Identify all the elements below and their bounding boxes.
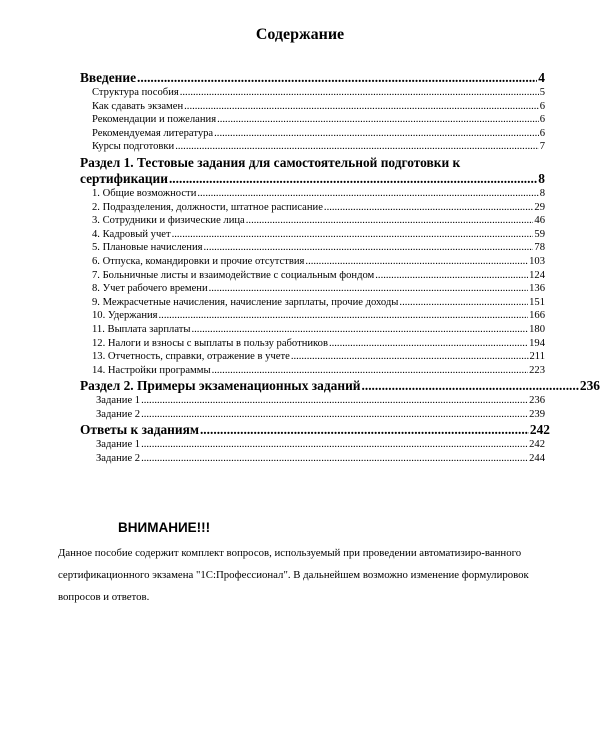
toc-leader-dots [305,256,528,267]
toc-entry [80,409,545,423]
toc-entry [80,242,545,256]
toc-entry-title: 7. Больничные листы и взаимодействие с социальным фондом [92,269,375,281]
toc-entry [80,256,545,270]
toc-entry-title: 5. Плановые начисления [92,242,203,254]
toc-entry-title: Задание 1 [96,395,141,407]
toc-entry-page: 236 [579,378,600,394]
toc-leader-dots [192,324,529,335]
toc-entry-title: 3. Сотрудники и физические лица [92,215,245,227]
toc-entry [80,338,545,352]
toc-leader-dots [200,422,529,438]
toc-entry-title: Введение [80,70,137,85]
toc-leader-dots [197,188,538,199]
toc-entry [80,270,545,284]
toc-entry-page: 124 [529,269,545,281]
toc-entry [80,351,545,365]
toc-entry [80,114,545,128]
toc-entry-page: 242 [529,422,550,438]
toc-entry-page: 6 [539,114,545,126]
toc-entry [80,202,545,216]
toc-leader-dots [375,270,528,281]
toc-entry-title: 11. Выплата зарплаты [92,323,191,335]
toc-entry [80,128,545,142]
toc-entry-page: 46 [534,215,545,227]
toc-leader-dots [175,141,538,152]
toc-entry-title: 6. Отпуска, командировки и прочие отсутствия [92,255,305,267]
toc-leader-dots [137,70,537,86]
table-of-contents [80,70,600,467]
toc-heading-line: Раздел 1. Тестовые задания для самостоятельной подготовки к [80,154,461,170]
toc-entry-page: 59 [534,228,545,240]
toc-entry-page: 194 [529,337,545,349]
toc-entry [80,215,545,229]
toc-leader-dots [217,114,539,125]
toc-entry-page: 7 [539,141,545,153]
toc-entry-page: 180 [529,323,545,335]
toc-entry-title: Структура пособия [92,87,179,98]
toc-entry [80,70,545,87]
toc-entry-title: Рекомендуемая литература [92,127,214,139]
toc-entry-page: 4 [538,70,545,85]
toc-entry [80,188,545,202]
toc-entry [80,141,545,155]
toc-leader-dots [141,453,528,464]
toc-leader-dots [362,378,579,394]
toc-leader-dots [209,283,528,294]
notice-paragraph: Данное пособие содержит комплект вопросов, используемый при проведении автоматизиро-ванного сертификационного экзамена "1С:Профессионал". В дальнейшем возможно изменение формулировок вопросов и ответов. [58,547,529,603]
toc-entry-title: Задание 2 [96,408,141,420]
toc-leader-dots [291,351,529,362]
toc-entry [80,87,545,101]
toc-entry-title: 1. Общие возможности [92,187,197,199]
toc-entry [80,378,600,395]
toc-entry [80,310,545,324]
toc-entry-title: Как сдавать экзамен [92,100,184,112]
toc-entry-title: Раздел 2. Примеры экзаменационных заданий [80,378,361,394]
toc-entry-title: 14. Настройки программы [92,364,211,376]
toc-leader-dots [141,409,528,420]
toc-entry [80,395,545,409]
toc-entry-page: 6 [539,100,545,112]
toc-entry-title: 13. Отчетность, справки, отражение в учете [92,351,290,363]
toc-entry-page: 8 [538,170,545,186]
toc-entry-page: 223 [529,364,545,376]
toc-entry [80,453,545,467]
toc-entry-title: сертификации [80,170,168,186]
toc-entry-title: 9. Межрасчетные начисления, начисление зарплаты, прочие доходы [92,296,399,308]
toc-entry-page: 244 [529,453,545,465]
toc-entry-title: 12. Налоги и взносы с выплаты в пользу работников [92,337,328,349]
toc-entry-page: 151 [529,296,545,308]
toc-leader-dots [329,338,528,349]
toc-entry-page: 211 [529,351,545,363]
toc-entry-page: 166 [529,310,545,322]
toc-entry [80,101,545,115]
toc-leader-dots [214,128,539,139]
toc-entry [80,283,545,297]
toc-leader-dots [324,202,533,213]
toc-entry-title: 10. Удержания [92,310,158,322]
toc-entry-title: 2. Подразделения, должности, штатное расписание [92,201,323,213]
toc-leader-dots [246,215,534,226]
toc-entry [80,297,545,311]
toc-entry-page: 242 [529,439,545,451]
toc-leader-dots [399,297,528,308]
toc-entry-title: 4. Кадровый учет [92,228,171,240]
toc-leader-dots [169,171,537,187]
toc-leader-dots [204,242,534,253]
toc-entry-page: 239 [529,408,545,420]
page-title: Содержание [255,26,345,43]
toc-leader-dots [180,87,539,98]
toc-entry-page: 236 [529,395,545,407]
toc-leader-dots [159,310,529,321]
toc-entry [80,422,550,439]
toc-entry [80,439,545,453]
toc-leader-dots [141,439,528,450]
toc-entry-title: Задание 2 [96,453,141,465]
toc-entry [80,324,545,338]
toc-entry-page: 5 [539,87,545,98]
warning-title: ВНИМАНИЕ!!! [118,520,211,535]
toc-leader-dots [172,229,534,240]
toc-entry-title: Ответы к заданиям [80,422,199,438]
toc-entry-page: 6 [539,127,545,139]
toc-entry-page: 103 [529,255,545,267]
toc-entry-page: 78 [534,242,545,254]
toc-entry [80,365,545,379]
toc-entry [80,229,545,243]
toc-entry-title: 8. Учет рабочего времени [92,283,208,295]
toc-entry-page: 136 [529,283,545,295]
toc-leader-dots [141,395,528,406]
toc-leader-dots [184,101,539,112]
toc-leader-dots [212,365,529,376]
toc-entry-title: Рекомендации и пожелания [92,114,217,126]
toc-entry-page: 8 [539,187,545,199]
toc-entry-title: Курсы подготовки [92,141,175,153]
toc-entry-page: 29 [534,201,545,213]
toc-entry [80,171,545,188]
toc-entry-title: Задание 1 [96,439,141,451]
